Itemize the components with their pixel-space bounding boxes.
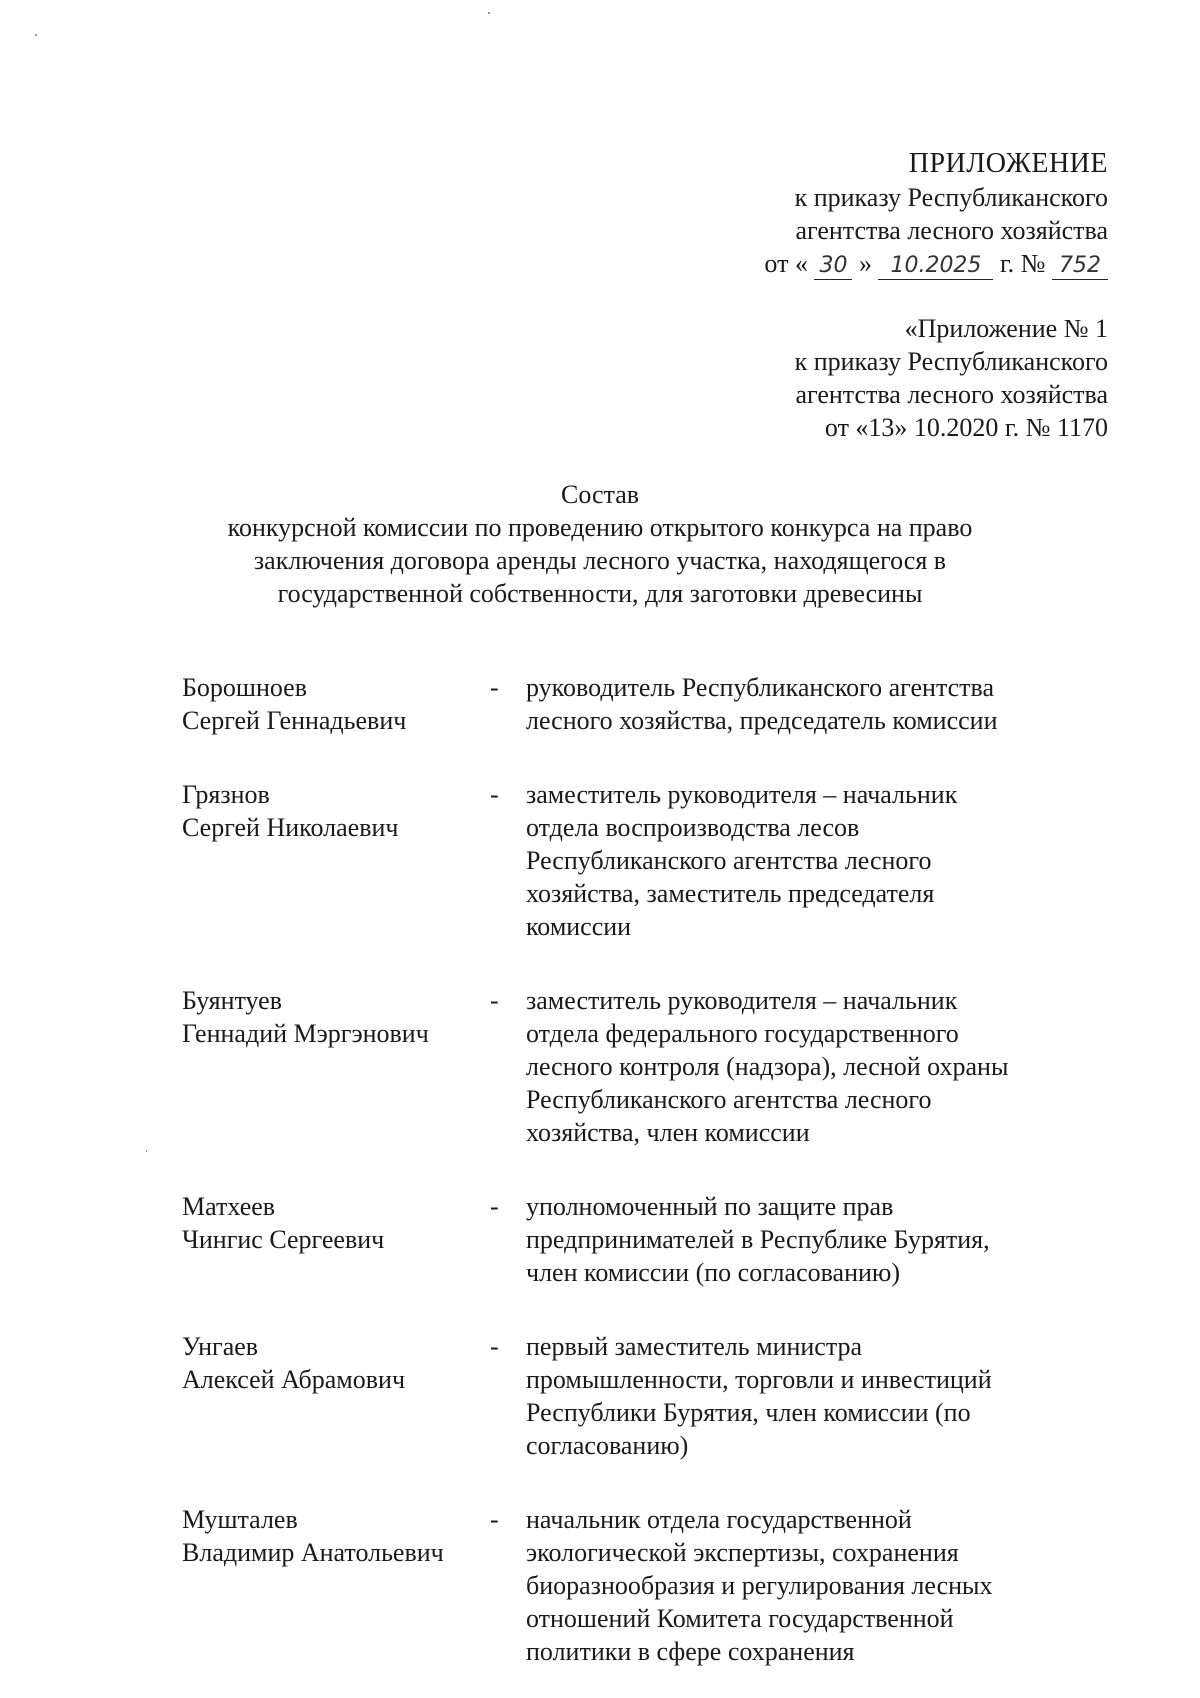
appendix-line-1: к приказу Республиканского [794,183,1108,212]
member-role: руководитель Республиканского агентства лесного хозяйства, председатель комиссии [526,673,998,735]
member-role: заместитель руководителя – начальник отдела федерального государственного лесного контроля (надзора), лесной охраны Республиканского агентства лесного хозяйства, член комиссии [526,986,1009,1147]
scan-speck [35,34,37,36]
member-role: заместитель руководителя – начальник отдела воспроизводства лесов Республиканского агентства лесного хозяйства, заместитель председателя комиссии [526,780,958,941]
composition-title: Состав [560,480,640,509]
appendix-header [508,147,1108,280]
member-row [182,1503,1062,1668]
member-surname: Грязнов [182,780,270,809]
member-name [182,1503,490,1569]
member-given-name: Сергей Николаевич [182,813,399,842]
member-surname: Мушталев [182,1505,298,1534]
scan-speck [488,12,490,14]
previous-appendix-line-3: агентства лесного хозяйства [795,380,1108,409]
member-dash: - [490,673,499,702]
member-row [182,778,1062,943]
composition-line-2: заключения договора аренды лесного участка, находящегося в [253,546,947,575]
handwritten-day: 30 [814,253,852,280]
scan-speck [146,1150,147,1152]
member-row [182,671,1062,737]
composition-heading [0,478,1200,610]
member-dash: - [490,1332,499,1361]
previous-appendix-line-1: «Приложение № 1 [904,314,1108,343]
date-mid: » [858,249,872,278]
composition-line-3: государственной собственности, для заготовки древесины [277,579,923,608]
handwritten-date: 10.2025 [878,253,993,280]
member-surname: Борошноев [182,673,307,702]
member-given-name: Сергей Геннадьевич [182,706,407,735]
members-list [182,671,1062,1668]
member-given-name: Алексей Абрамович [182,1365,406,1394]
member-row [182,1190,1062,1289]
member-name [182,778,490,844]
member-name [182,671,490,737]
member-row [182,1330,1062,1462]
previous-appendix-line-2: к приказу Республиканского [794,347,1108,376]
member-given-name: Владимир Анатольевич [182,1538,444,1567]
member-given-name: Геннадий Мэргэнович [182,1019,429,1048]
member-surname: Буянтуев [182,986,283,1015]
member-role: уполномоченный по защите прав предпринимателей в Республике Бурятия, член комиссии (по согласованию) [526,1192,990,1287]
member-role: первый заместитель министра промышленности, торговли и инвестиций Республики Бурятия, член комиссии (по согласованию) [526,1332,992,1460]
handwritten-order-number: 752 [1052,253,1108,280]
member-dash: - [490,1192,499,1221]
appendix-title: ПРИЛОЖЕНИЕ [908,148,1108,179]
member-dash: - [490,780,499,809]
member-name [182,984,490,1050]
member-given-name: Чингис Сергеевич [182,1225,385,1254]
composition-line-1: конкурсной комиссии по проведению открытого конкурса на право [227,513,973,542]
date-suffix: г. № [999,249,1046,278]
member-dash: - [490,986,499,1015]
appendix-date-line [508,247,1108,280]
member-surname: Матхеев [182,1192,276,1221]
member-row [182,984,1062,1149]
member-dash: - [490,1505,499,1534]
member-name [182,1190,490,1256]
member-surname: Унгаев [182,1332,259,1361]
member-name [182,1330,490,1396]
previous-appendix [508,312,1108,444]
appendix-line-2: агентства лесного хозяйства [795,216,1108,245]
member-role: начальник отдела государственной экологической экспертизы, сохранения биоразнообразия и регулирования лесных отношений Комитета государственной политики в сфере сохранения [526,1505,993,1666]
previous-appendix-line-4: от «13» 10.2020 г. № 1170 [824,413,1108,442]
date-prefix: от « [764,249,808,278]
